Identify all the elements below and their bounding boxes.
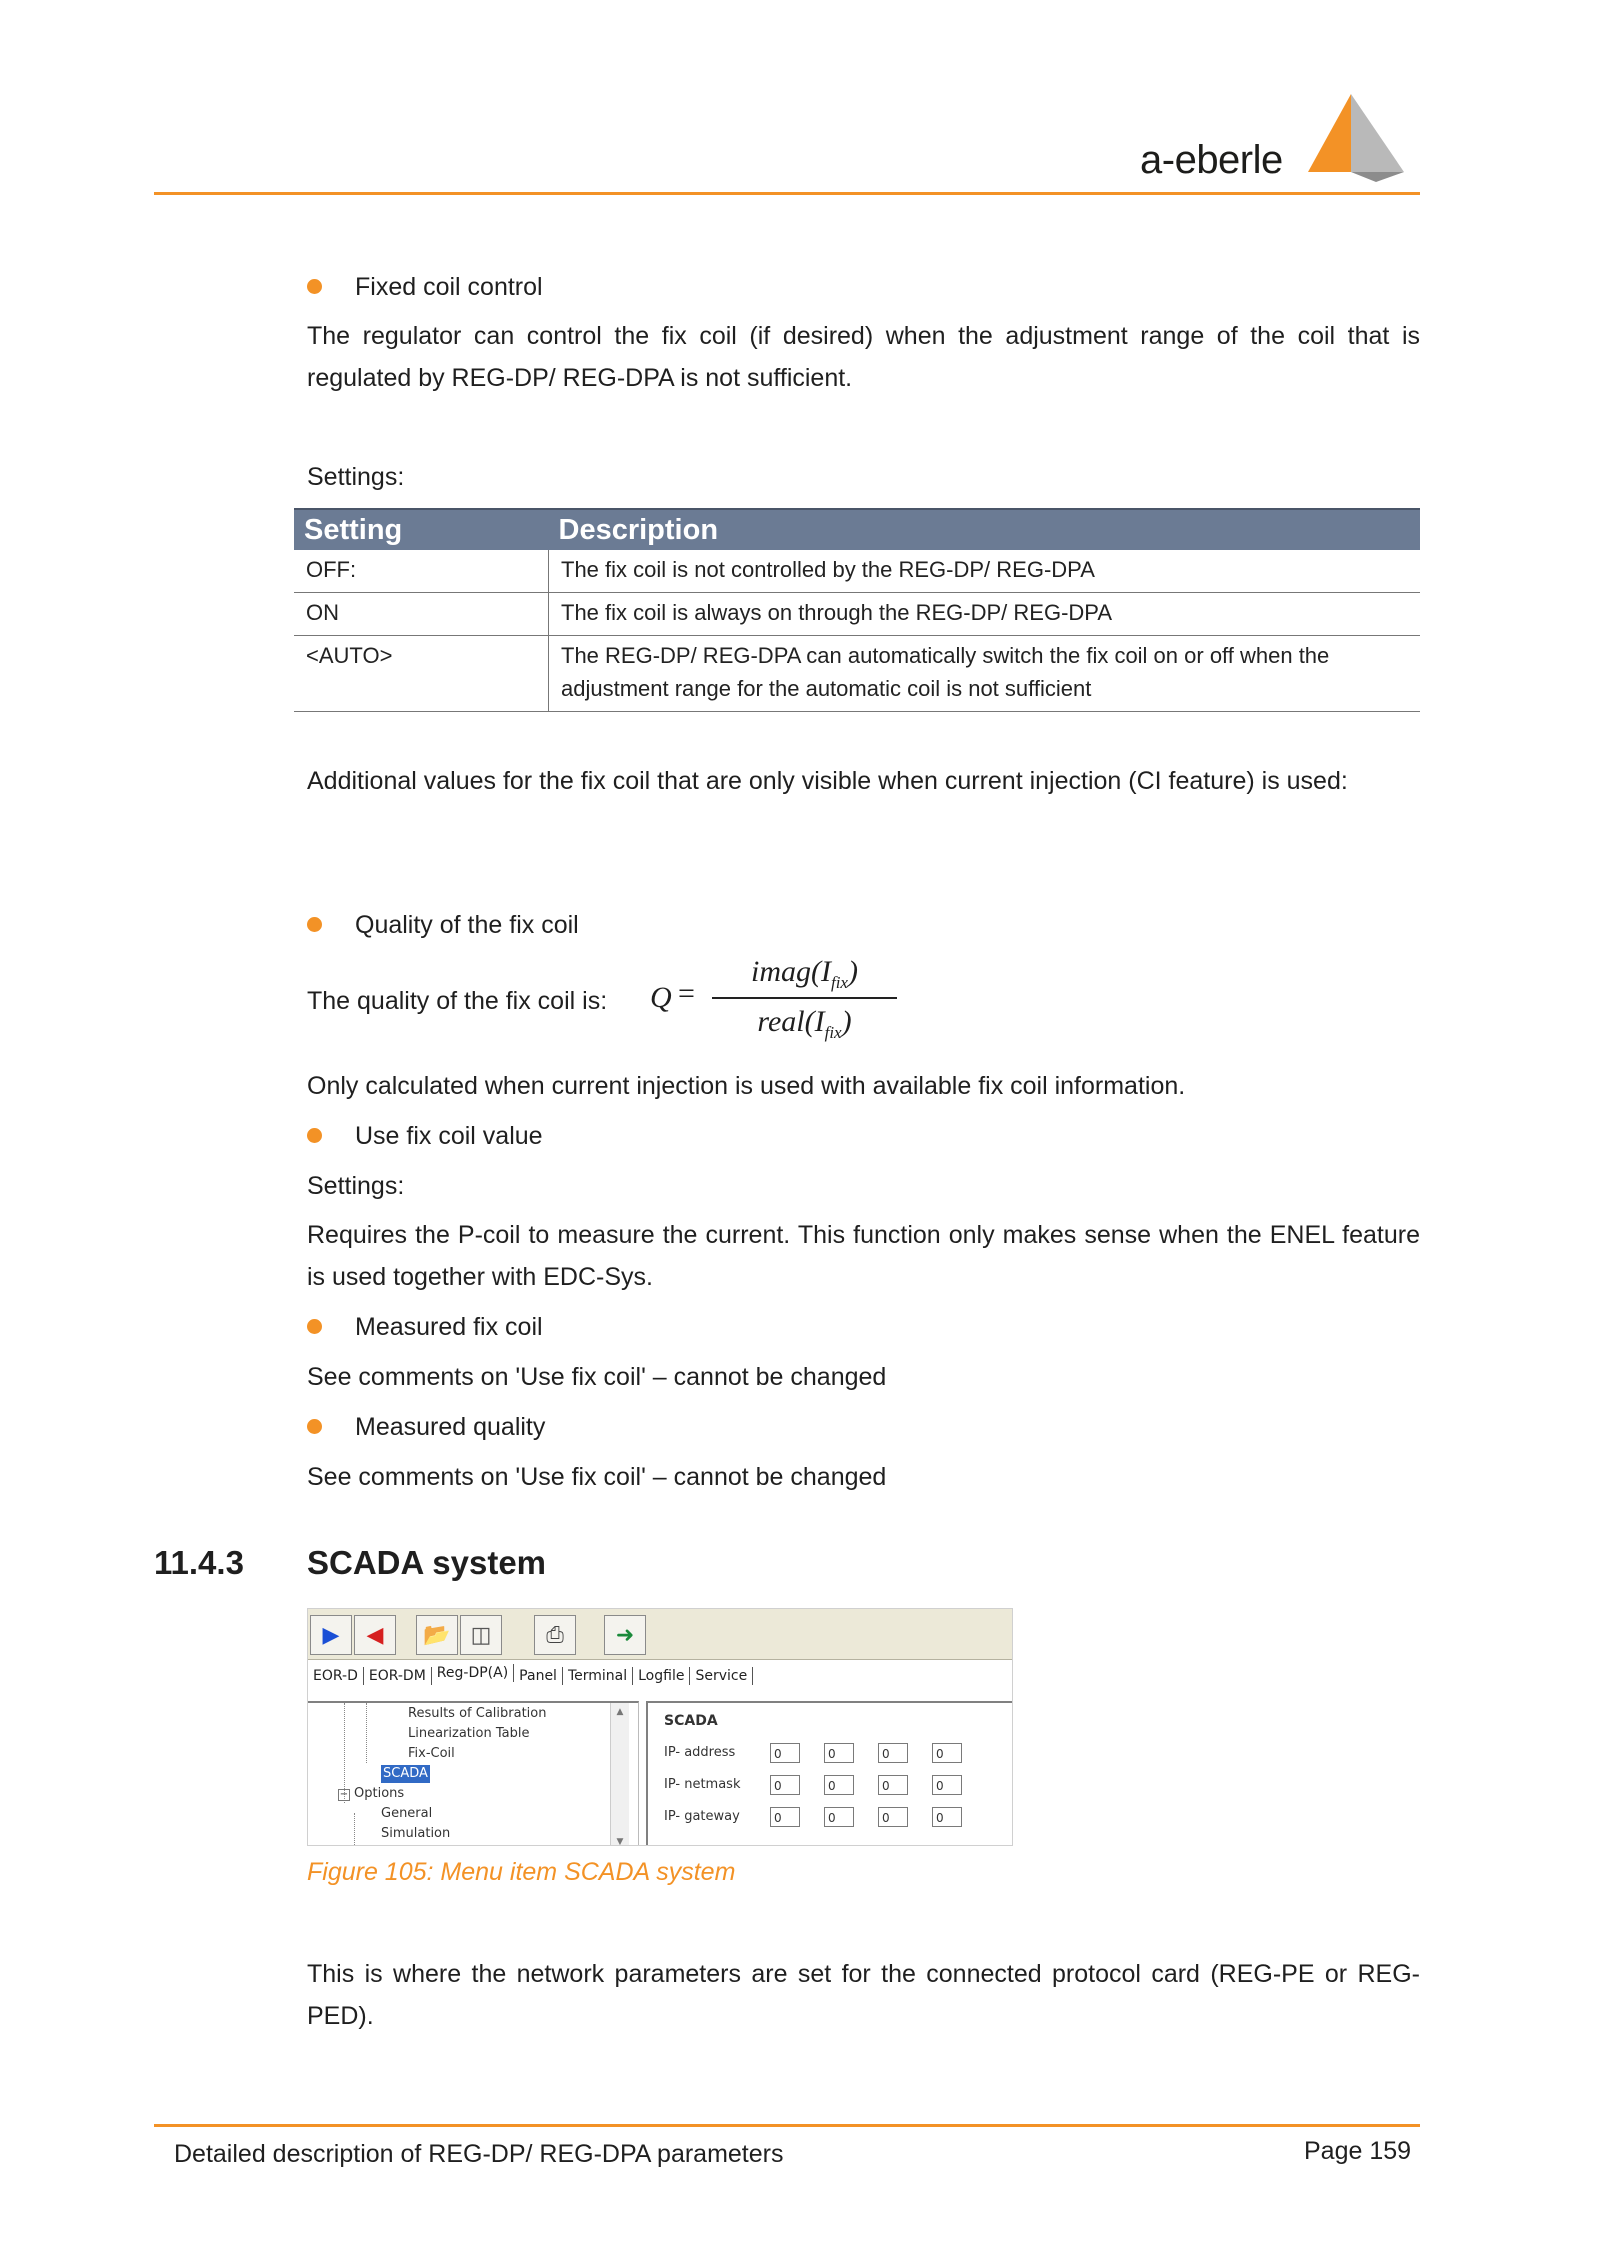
formula-lhs: Q (650, 981, 672, 1014)
bullet-dot-icon (307, 1419, 322, 1434)
panel-title: SCADA (664, 1713, 718, 1729)
tab-bar (308, 1667, 753, 1693)
tab-panel[interactable]: Panel (514, 1667, 563, 1685)
tree-item[interactable]: Linearization Table (408, 1726, 530, 1741)
ip-address-octet-2[interactable]: 0 (824, 1743, 854, 1763)
formula-equals: = (678, 977, 695, 1010)
setting-cell: OFF: (294, 550, 549, 593)
ip-netmask-label: IP- netmask (664, 1777, 741, 1792)
scroll-down-icon[interactable]: ▼ (616, 1837, 624, 1846)
ip-gateway-octet-3[interactable]: 0 (878, 1807, 908, 1827)
ip-gateway-label: IP- gateway (664, 1809, 740, 1824)
final-paragraph: This is where the network parameters are set for the connected protocol card (REG-PE or REG-PED). (307, 1960, 1420, 2030)
ip-address-label: IP- address (664, 1745, 736, 1760)
tab-eor-d[interactable]: EOR-D (308, 1667, 364, 1685)
logo-triangle-icon (1306, 92, 1406, 182)
header-rule (154, 192, 1420, 195)
setting-cell: ON (294, 593, 549, 636)
collapse-icon[interactable]: − (339, 1789, 349, 1800)
scada-screenshot (307, 1608, 1013, 1846)
tree-item-selected[interactable]: SCADA (383, 1766, 428, 1781)
ip-netmask-octet-2[interactable]: 0 (824, 1775, 854, 1795)
toolbar (308, 1609, 1013, 1660)
measured-quality-paragraph: See comments on 'Use fix coil' – cannot be changed (307, 1463, 887, 1491)
table-row (294, 636, 1420, 712)
scroll-up-icon[interactable]: ▲ (616, 1707, 624, 1717)
open-folder-icon[interactable]: 📂 (416, 1615, 458, 1655)
settings-label: Settings: (307, 463, 405, 491)
bullet-dot-icon (307, 1319, 322, 1334)
ip-address-octet-3[interactable]: 0 (878, 1743, 908, 1763)
table-header-setting: Setting (294, 509, 549, 550)
bullet-dot-icon (307, 279, 322, 294)
tree-item[interactable]: Results of Calibration (408, 1706, 547, 1721)
save-disk-icon[interactable]: ◫ (460, 1615, 502, 1655)
formula-denominator: $real(I_{fix})$ (757, 1005, 852, 1042)
quality-note: Only calculated when current injection is used with available fix coil information. (307, 1072, 1186, 1100)
tab-reg-dpa[interactable]: Reg-DP(A) (432, 1664, 514, 1682)
description-cell: The fix coil is not controlled by the REG-DP/ REG-DPA (549, 550, 1421, 593)
ip-gateway-octet-2[interactable]: 0 (824, 1807, 854, 1827)
table-header-description: Description (549, 509, 1421, 550)
section-number: 11.4.3 (154, 1544, 244, 1581)
use-fix-coil-paragraph: Requires the P-coil to measure the current. This function only makes sense when the ENEL feature is used together with EDC-Sys. (307, 1221, 1420, 1291)
ip-netmask-octet-4[interactable]: 0 (932, 1775, 962, 1795)
ip-address-octet-4[interactable]: 0 (932, 1743, 962, 1763)
tab-eor-dm[interactable]: EOR-DM (364, 1667, 432, 1685)
formula-numerator: $imag(I_{fix})$ (751, 955, 858, 992)
footer-title: Detailed description of REG-DP/ REG-DPA parameters (174, 2140, 784, 2168)
ip-netmask-octet-3[interactable]: 0 (878, 1775, 908, 1795)
transfer-right-icon[interactable]: ▶ (310, 1615, 352, 1655)
measured-fix-coil-paragraph: See comments on 'Use fix coil' – cannot be changed (307, 1363, 887, 1391)
page-number: Page 159 (1304, 2137, 1412, 2165)
print-icon[interactable]: ⎙ (534, 1615, 576, 1655)
tree-item[interactable]: General (381, 1806, 433, 1821)
footer-rule (154, 2124, 1420, 2127)
bullet-dot-icon (307, 1128, 322, 1143)
ip-netmask-octet-1[interactable]: 0 (770, 1775, 800, 1795)
ip-gateway-octet-4[interactable]: 0 (932, 1807, 962, 1827)
ip-gateway-octet-1[interactable]: 0 (770, 1807, 800, 1827)
additional-values-paragraph: Additional values for the fix coil that are only visible when current injection (CI feature) is used: (307, 767, 1348, 795)
scada-panel (646, 1701, 1013, 1846)
tree-item[interactable]: Simulation (381, 1826, 451, 1841)
formula-intro: The quality of the fix coil is: (307, 987, 608, 1015)
tree-line (344, 1703, 346, 1803)
fraction-bar (712, 997, 897, 999)
description-cell: The fix coil is always on through the REG-DP/ REG-DPA (549, 593, 1421, 636)
table-row (294, 550, 1420, 593)
bullet-dot-icon (307, 917, 322, 932)
tree-scrollbar[interactable] (610, 1703, 629, 1846)
transfer-left-icon[interactable]: ◀ (354, 1615, 396, 1655)
settings-table (294, 508, 1420, 712)
section-title: SCADA system (307, 1544, 547, 1581)
tab-service[interactable]: Service (690, 1667, 753, 1685)
tab-logfile[interactable]: Logfile (633, 1667, 690, 1685)
navigation-tree (308, 1701, 639, 1846)
ip-address-octet-1[interactable]: 0 (770, 1743, 800, 1763)
setting-cell: <AUTO> (294, 636, 549, 712)
tree-line (366, 1703, 368, 1763)
use-fix-coil-settings-label: Settings: (307, 1172, 405, 1200)
tree-item[interactable]: Fix-Coil (408, 1746, 455, 1761)
tree-item[interactable]: Options (354, 1786, 405, 1801)
fixed-coil-paragraph: The regulator can control the fix coil (if desired) when the adjustment range of the coil that is regulated by REG-DP/ REG-DPA is not sufficient. (307, 322, 1420, 392)
table-row (294, 593, 1420, 636)
tab-terminal[interactable]: Terminal (563, 1667, 633, 1685)
figure-caption: Figure 105: Menu item SCADA system (307, 1858, 736, 1886)
tree-line (354, 1813, 356, 1845)
description-cell: The REG-DP/ REG-DPA can automatically switch the fix coil on or off when the adjustment range for the automatic coil is not sufficient (549, 636, 1421, 712)
logo: a-eberle (1140, 138, 1283, 182)
exit-icon[interactable]: ➜ (604, 1615, 646, 1655)
